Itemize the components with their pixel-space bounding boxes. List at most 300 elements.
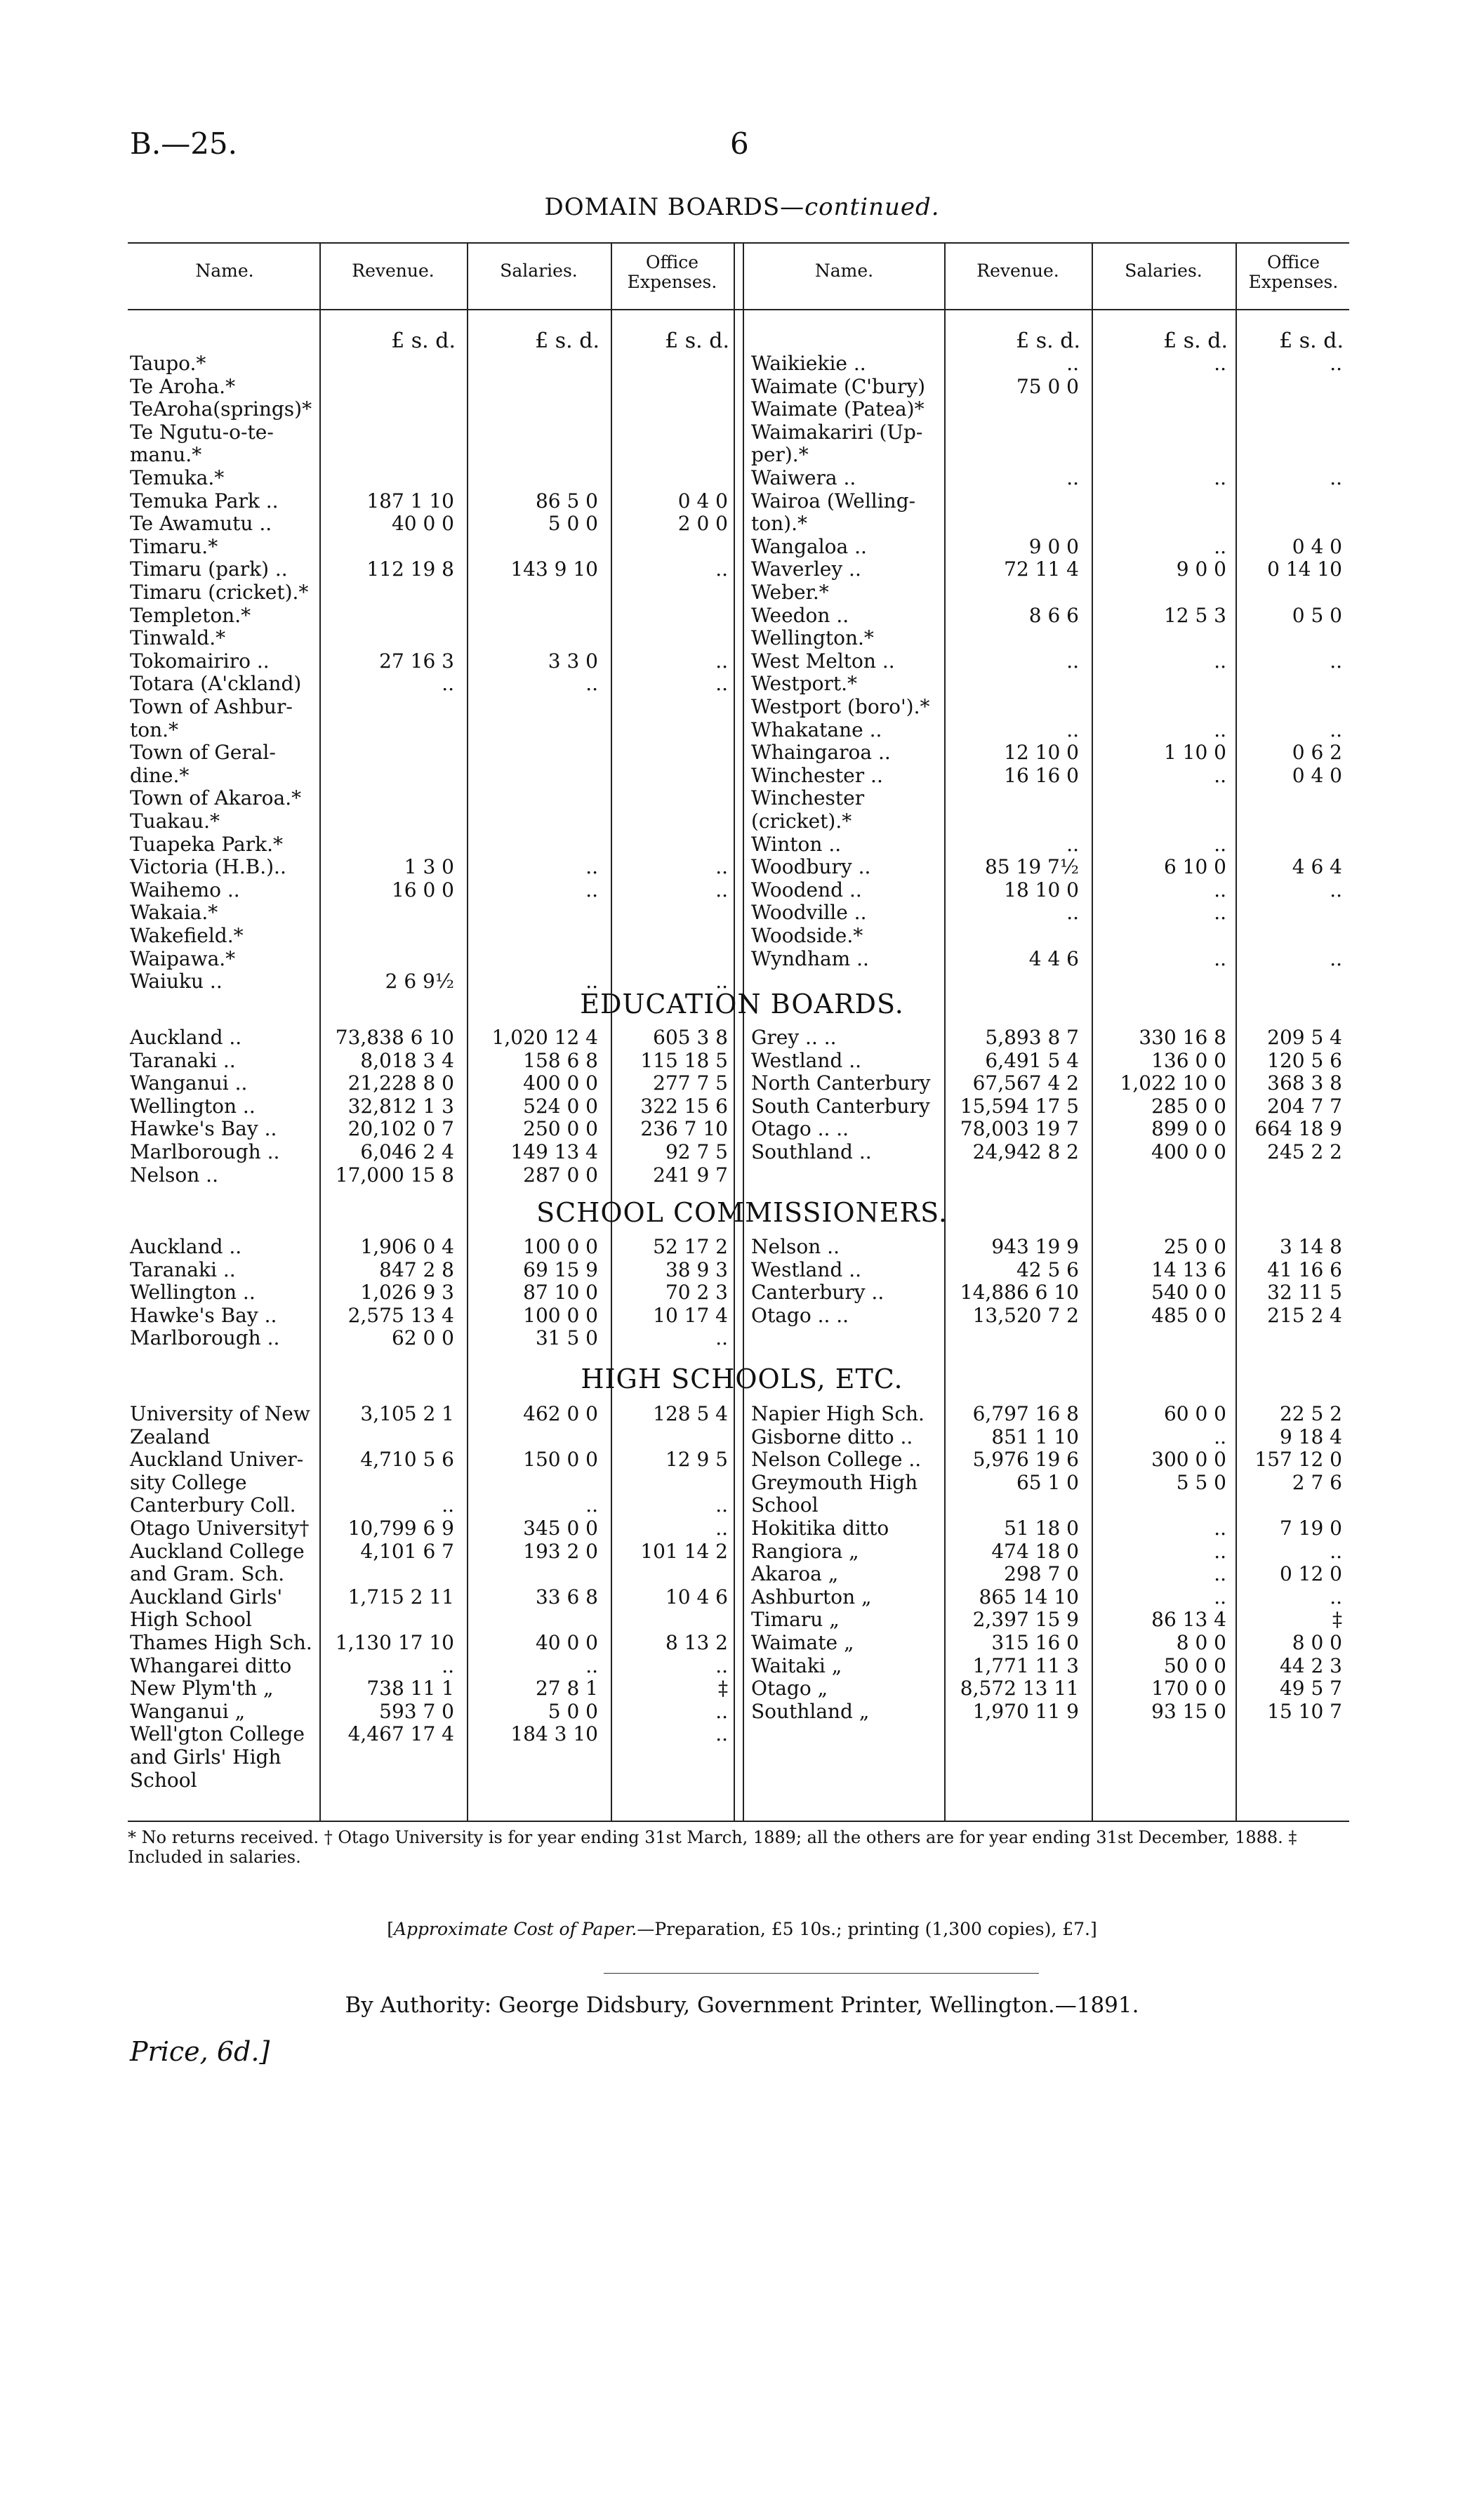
row-name: Waimate (C'bury) [751,374,926,398]
office-expenses-value: .. [715,1493,728,1517]
row-name: Te Aroha.* [130,374,236,398]
row-name: Timaru (cricket).* [130,581,309,604]
office-expenses-value: 15 10 7 [1267,1699,1342,1723]
column-rule [734,242,735,1822]
column-rule [1092,242,1093,1822]
column-rule [1235,242,1237,1822]
row-name: Nelson .. [751,1235,840,1258]
salaries-value: .. [1214,1425,1226,1448]
row-name: Auckland Univer- [130,1448,304,1472]
salaries-value: 12 5 3 [1163,603,1226,627]
office-expenses-value: .. [715,970,728,993]
office-expenses-value: 52 17 2 [653,1235,728,1258]
revenue-value: 738 11 1 [366,1677,454,1701]
row-name: Nelson .. [130,1163,218,1187]
imprint-rule [604,1973,1039,1974]
currency-units: £ s. d. [1279,329,1344,353]
row-name: Timaru (park) .. [130,557,288,581]
salaries-value: .. [1214,1517,1226,1540]
row-name: Waihemo .. [130,878,240,902]
office-expenses-value: 368 3 8 [1267,1071,1342,1095]
row-name: Well'gton College [130,1722,305,1746]
revenue-value: 8,018 3 4 [360,1048,454,1072]
salaries-value: .. [1214,534,1226,558]
row-name: Wairoa (Welling- [751,489,916,513]
row-name: Taranaki .. [130,1048,236,1072]
row-name: Greymouth High [751,1470,918,1494]
column-header-revenue: Revenue. [352,260,435,281]
office-expenses-value: 277 7 5 [653,1071,728,1095]
row-name: Hawke's Bay .. [130,1303,277,1327]
row-name: manu.* [130,443,202,467]
revenue-value: 16 16 0 [1004,763,1079,787]
row-name: Woodbury .. [751,855,871,879]
row-name: ton.* [130,718,179,741]
revenue-value: 24,942 8 2 [972,1140,1079,1163]
office-expenses-value: .. [1330,1585,1342,1609]
row-name: Ashburton „ [751,1585,872,1609]
row-name: Otago .. .. [751,1303,849,1327]
office-expenses-value: 38 9 3 [665,1257,728,1281]
row-name: Waitaki „ [751,1653,842,1677]
salaries-value: 300 0 0 [1151,1448,1226,1472]
row-name: Westland .. [751,1257,861,1281]
salaries-value: 193 2 0 [523,1539,598,1563]
salaries-value: .. [1214,878,1226,902]
column-rule [743,242,744,1822]
salaries-value: 158 6 8 [523,1048,598,1072]
revenue-value: 6,491 5 4 [985,1048,1079,1072]
revenue-value: 78,003 19 7 [960,1117,1079,1141]
row-name: Waiuku .. [130,970,223,993]
row-name: Woodend .. [751,878,862,902]
row-name: Wanganui .. [130,1071,248,1095]
row-name: Town of Ashbur- [130,695,293,718]
office-expenses-value: 0 6 2 [1292,741,1342,765]
column-header-office: Office Expenses. [1248,252,1339,292]
salaries-value: 25 0 0 [1163,1235,1226,1258]
salaries-value: 899 0 0 [1151,1117,1226,1141]
office-expenses-value: 10 17 4 [653,1303,728,1327]
row-name: Tokomairiro .. [130,649,270,673]
salaries-value: 87 10 0 [523,1281,598,1305]
row-name: Temuka Park .. [130,489,279,513]
salaries-value: 86 13 4 [1151,1608,1226,1632]
office-expenses-value: 322 15 6 [640,1094,728,1118]
office-expenses-value: .. [715,1699,728,1723]
revenue-value: 4,467 17 4 [347,1722,454,1746]
revenue-value: 42 5 6 [1016,1257,1079,1281]
office-expenses-value: .. [715,672,728,696]
office-expenses-value: 49 5 7 [1279,1677,1342,1701]
revenue-value: 18 10 0 [1004,878,1079,902]
office-expenses-value: 120 5 6 [1267,1048,1342,1072]
revenue-value: 17,000 15 8 [335,1163,454,1187]
salaries-value: .. [585,855,598,879]
revenue-value: 8,572 13 11 [960,1677,1079,1701]
currency-units: £ s. d. [391,329,456,353]
salaries-value: 8 0 0 [1176,1631,1226,1654]
office-expenses-value: .. [715,557,728,581]
office-expenses-value: 605 3 8 [653,1026,728,1049]
revenue-value: 8 6 6 [1028,603,1079,627]
row-name: Wellington .. [130,1094,256,1118]
row-name: Winchester .. [751,763,883,787]
row-name: Westland .. [751,1048,861,1072]
revenue-value: 2,575 13 4 [347,1303,454,1327]
row-name: Wakefield.* [130,924,244,947]
row-name: Waimate „ [751,1631,854,1654]
revenue-value: 112 19 8 [366,557,454,581]
row-name: Wyndham .. [751,946,869,970]
row-name: TeAroha(springs)* [130,397,312,421]
row-name: Auckland Girls' [130,1585,283,1609]
revenue-value: 847 2 8 [379,1257,454,1281]
row-name: Totara (A'ckland) [130,672,302,696]
office-expenses-value: 2 0 0 [677,512,728,536]
printer-imprint: By Authority: George Didsbury, Government Printer, Wellington.—1891. [345,1993,1139,2018]
revenue-value: 2 6 9½ [385,970,454,993]
salaries-value: 150 0 0 [523,1448,598,1472]
office-expenses-value: 0 5 0 [1292,603,1342,627]
row-name: Victoria (H.B.).. [130,855,286,879]
salaries-value: 330 16 8 [1139,1026,1226,1049]
salaries-value: 86 5 0 [535,489,598,513]
row-name: University of New [130,1402,310,1425]
row-name: Weber.* [751,581,829,604]
revenue-value: .. [1066,466,1079,489]
row-name: per).* [751,443,809,467]
row-name: Timaru.* [130,534,218,558]
row-name: Temuka.* [130,466,225,489]
column-header-name: Name. [814,260,874,281]
education-boards-heading: EDUCATION BOARDS. [580,989,904,1019]
row-name: Auckland .. [130,1026,242,1049]
office-expenses-value: 8 13 2 [665,1631,728,1654]
salaries-value: 170 0 0 [1151,1677,1226,1701]
salaries-value: .. [1214,901,1226,925]
row-name: School [751,1493,819,1517]
office-expenses-value: .. [715,649,728,673]
salaries-value: 100 0 0 [523,1303,598,1327]
salaries-value: .. [1214,946,1226,970]
office-expenses-value: 3 14 8 [1279,1235,1342,1258]
revenue-value: 4,710 5 6 [360,1448,454,1472]
revenue-value: 4,101 6 7 [360,1539,454,1563]
salaries-value: 14 13 6 [1151,1257,1226,1281]
office-expenses-value: 241 9 7 [653,1163,728,1187]
office-expenses-value: 4 6 4 [1292,855,1342,879]
cost-detail: —Preparation, £5 10s.; printing (1,300 copies), £7. [637,1919,1090,1939]
revenue-value: 20,102 0 7 [347,1117,454,1141]
revenue-value: 73,838 6 10 [335,1026,454,1049]
row-name: New Plym'th „ [130,1677,274,1701]
salaries-value: 184 3 10 [510,1722,598,1746]
revenue-value: 1,906 0 4 [360,1235,454,1258]
office-expenses-value: 209 5 4 [1267,1026,1342,1049]
revenue-value: 62 0 0 [391,1326,454,1350]
row-name: and Gram. Sch. [130,1562,285,1586]
row-name: Whakatane .. [751,718,882,741]
revenue-value: 4 4 6 [1028,946,1079,970]
row-name: North Canterbury [751,1071,931,1095]
row-name: Marlborough .. [130,1140,280,1163]
revenue-value: 315 16 0 [991,1631,1079,1654]
salaries-value: .. [1214,763,1226,787]
salaries-value: 540 0 0 [1151,1281,1226,1305]
salaries-value: .. [1214,1562,1226,1586]
salaries-value: 1,020 12 4 [491,1026,598,1049]
row-name: Taranaki .. [130,1257,236,1281]
revenue-value: .. [1066,901,1079,925]
office-expenses-value: 32 11 5 [1267,1281,1342,1305]
row-name: Rangiora „ [751,1539,859,1563]
salaries-value: 100 0 0 [523,1235,598,1258]
revenue-value: 1,771 11 3 [972,1653,1079,1677]
salaries-value: .. [585,1653,598,1677]
revenue-value: .. [1066,352,1079,375]
row-name: Auckland .. [130,1235,242,1258]
office-expenses-value: .. [1330,649,1342,673]
row-name: Te Ngutu-o-te- [130,420,274,444]
row-name: Nelson College .. [751,1448,922,1472]
office-expenses-value: 101 14 2 [640,1539,728,1563]
salaries-value: 33 6 8 [535,1585,598,1609]
office-expenses-value: .. [1330,352,1342,375]
row-name: Wellington.* [751,626,874,650]
office-expenses-value: 92 7 5 [665,1140,728,1163]
salaries-value: .. [585,672,598,696]
row-name: Otago .. .. [751,1117,849,1141]
salaries-value: 93 15 0 [1151,1699,1226,1723]
revenue-value: 865 14 10 [979,1585,1079,1609]
revenue-value: 67,567 4 2 [972,1071,1079,1095]
footnote: * No returns received. † Otago University is for year ending 31st March, 1889; all the others are for year ending 31st December, 1888. ‡ Included in salaries. [128,1828,1297,1867]
revenue-value: 27 16 3 [379,649,454,673]
school-commissioners-heading: SCHOOL COMMISSIONERS. [536,1197,948,1228]
row-name: Hawke's Bay .. [130,1117,277,1141]
salaries-value: 136 0 0 [1151,1048,1226,1072]
row-name: Wakaia.* [130,901,218,925]
office-expenses-value: 10 4 6 [665,1585,728,1609]
office-expenses-value: 9 18 4 [1279,1425,1342,1448]
salaries-value: 1,022 10 0 [1120,1071,1226,1095]
office-expenses-value: 245 2 2 [1267,1140,1342,1163]
paper-cost-note: [Approximate Cost of Paper.—Preparation, £5 10s.; printing (1,300 copies), £7.] [387,1919,1097,1939]
salaries-value: 6 10 0 [1163,855,1226,879]
office-expenses-value: .. [1330,466,1342,489]
currency-units: £ s. d. [665,329,729,353]
office-expenses-value: 41 16 6 [1267,1257,1342,1281]
salaries-value: .. [585,1493,598,1517]
row-name: Wanganui „ [130,1699,246,1723]
row-name: Canterbury Coll. [130,1493,296,1517]
row-name: Akaroa „ [751,1562,839,1586]
revenue-value: 72 11 4 [1004,557,1079,581]
row-name: Westport (boro').* [751,695,930,718]
office-expenses-value: 0 12 0 [1279,1562,1342,1586]
revenue-value: 12 10 0 [1004,741,1079,765]
office-expenses-value: 0 4 0 [1292,534,1342,558]
office-expenses-value: .. [1330,946,1342,970]
row-name: sity College [130,1470,247,1494]
row-name: Taupo.* [130,352,206,375]
salaries-value: .. [1214,718,1226,741]
office-expenses-value: 0 14 10 [1267,557,1342,581]
revenue-value: 187 1 10 [366,489,454,513]
revenue-value: 51 18 0 [1004,1517,1079,1540]
office-expenses-value: .. [1330,1539,1342,1563]
row-name: Auckland College [130,1539,305,1563]
row-name: Winchester [751,786,865,810]
office-expenses-value: 8 0 0 [1292,1631,1342,1654]
row-name: Southland „ [751,1699,870,1723]
revenue-value: 10,799 6 9 [347,1517,454,1540]
row-name: Tuapeka Park.* [130,832,283,856]
salaries-value: 400 0 0 [523,1071,598,1095]
row-name: Tuakau.* [130,810,220,833]
revenue-value: 5,976 19 6 [972,1448,1079,1472]
revenue-value: 593 7 0 [379,1699,454,1723]
salaries-value: .. [1214,466,1226,489]
row-name: Whangarei ditto [130,1653,292,1677]
revenue-value: 14,886 6 10 [960,1281,1079,1305]
salaries-value: 524 0 0 [523,1094,598,1118]
revenue-value: 1,715 2 11 [347,1585,454,1609]
salaries-value: 27 8 1 [535,1677,598,1701]
revenue-value: 32,812 1 3 [347,1094,454,1118]
revenue-value: 1,970 11 9 [972,1699,1079,1723]
salaries-value: 50 0 0 [1163,1653,1226,1677]
row-name: High School [130,1608,252,1632]
salaries-value: 31 5 0 [535,1326,598,1350]
row-name: Woodville .. [751,901,867,925]
column-header-name: Name. [195,260,254,281]
row-name: Timaru „ [751,1608,840,1632]
row-name: Canterbury .. [751,1281,885,1305]
revenue-value: 9 0 0 [1028,534,1079,558]
row-name: South Canterbury [751,1094,930,1118]
revenue-value: .. [442,1653,454,1677]
office-expenses-value: 236 7 10 [640,1117,728,1141]
column-header-salaries: Salaries. [500,260,578,281]
office-expenses-value: 12 9 5 [665,1448,728,1472]
salaries-value: .. [585,970,598,993]
revenue-value: 13,520 7 2 [972,1303,1079,1327]
salaries-value: 69 15 9 [523,1257,598,1281]
row-name: and Girls' High [130,1745,281,1769]
office-expenses-value: .. [1330,878,1342,902]
salaries-value: 462 0 0 [523,1402,598,1425]
office-expenses-value: 70 2 3 [665,1281,728,1305]
currency-units: £ s. d. [535,329,599,353]
revenue-value: 15,594 17 5 [960,1094,1079,1118]
row-name: Waikiekie .. [751,352,866,375]
row-name: Thames High Sch. [130,1631,312,1654]
row-name: Otago University† [130,1517,310,1540]
row-name: Waipawa.* [130,946,236,970]
row-name: Zealand [130,1425,211,1448]
office-expenses-value: 0 4 0 [1292,763,1342,787]
row-name: Wellington .. [130,1281,256,1305]
row-name: Hokitika ditto [751,1517,889,1540]
row-name: Town of Akaroa.* [130,786,302,810]
salaries-value: .. [1214,1585,1226,1609]
salaries-value: .. [585,878,598,902]
office-expenses-value: .. [715,1517,728,1540]
row-name: Te Awamutu .. [130,512,272,536]
page-number: 6 [730,126,749,161]
revenue-value: 85 19 7½ [984,855,1079,879]
salaries-value: .. [1214,352,1226,375]
revenue-value: .. [1066,832,1079,856]
salaries-value: 149 13 4 [510,1140,598,1163]
revenue-value: 75 0 0 [1016,374,1079,398]
office-expenses-value: 664 18 9 [1254,1117,1342,1141]
row-name: West Melton .. [751,649,895,673]
row-name: Grey .. .. [751,1026,837,1049]
table-bottom-rule [128,1821,1349,1822]
revenue-value: 943 19 9 [991,1235,1079,1258]
revenue-value: 6,797 16 8 [972,1402,1079,1425]
salaries-value: 1 10 0 [1163,741,1226,765]
row-name: Waimate (Patea)* [751,397,925,421]
row-name: Templeton.* [130,603,251,627]
page-title [0,193,1484,221]
salaries-value: 5 5 0 [1176,1470,1226,1494]
revenue-value: 5,893 8 7 [985,1026,1079,1049]
revenue-value: 21,228 8 0 [347,1071,454,1095]
office-expenses-value: 22 5 2 [1279,1402,1342,1425]
salaries-value: 5 0 0 [548,512,598,536]
row-name: Winton .. [751,832,842,856]
office-expenses-value: .. [715,855,728,879]
column-header-revenue: Revenue. [976,260,1059,281]
office-expenses-value: 44 2 3 [1279,1653,1342,1677]
revenue-value: 851 1 10 [991,1425,1079,1448]
salaries-value: .. [1214,1539,1226,1563]
revenue-value: 1,130 17 10 [335,1631,454,1654]
revenue-value: .. [442,672,454,696]
row-name: Tinwald.* [130,626,226,650]
salaries-value: 250 0 0 [523,1117,598,1141]
cost-label: Approximate Cost of Paper. [393,1919,637,1939]
row-name: Woodside.* [751,924,863,947]
revenue-value: 2,397 15 9 [972,1608,1079,1632]
row-name: Waverley .. [751,557,861,581]
row-name: Southland .. [751,1140,872,1163]
office-expenses-value: 0 4 0 [677,489,728,513]
salaries-value: 485 0 0 [1151,1303,1226,1327]
revenue-value: 40 0 0 [391,512,454,536]
salaries-value: 5 0 0 [548,1699,598,1723]
revenue-value: 16 0 0 [391,878,454,902]
price: Price, 6d.] [130,2036,270,2067]
office-expenses-value: .. [715,1722,728,1746]
revenue-value: 65 1 0 [1016,1470,1079,1494]
row-name: School [130,1768,197,1792]
revenue-value: 298 7 0 [1004,1562,1079,1586]
office-expenses-value: 128 5 4 [653,1402,728,1425]
salaries-value: 143 9 10 [510,557,598,581]
revenue-value: 1,026 9 3 [360,1281,454,1305]
row-name: Town of Geral- [130,741,276,765]
salaries-value: 3 3 0 [548,649,598,673]
column-header-salaries: Salaries. [1125,260,1203,281]
office-expenses-value: 115 18 5 [640,1048,728,1072]
office-expenses-value: ‡ [1332,1608,1342,1632]
salaries-value: 400 0 0 [1151,1140,1226,1163]
